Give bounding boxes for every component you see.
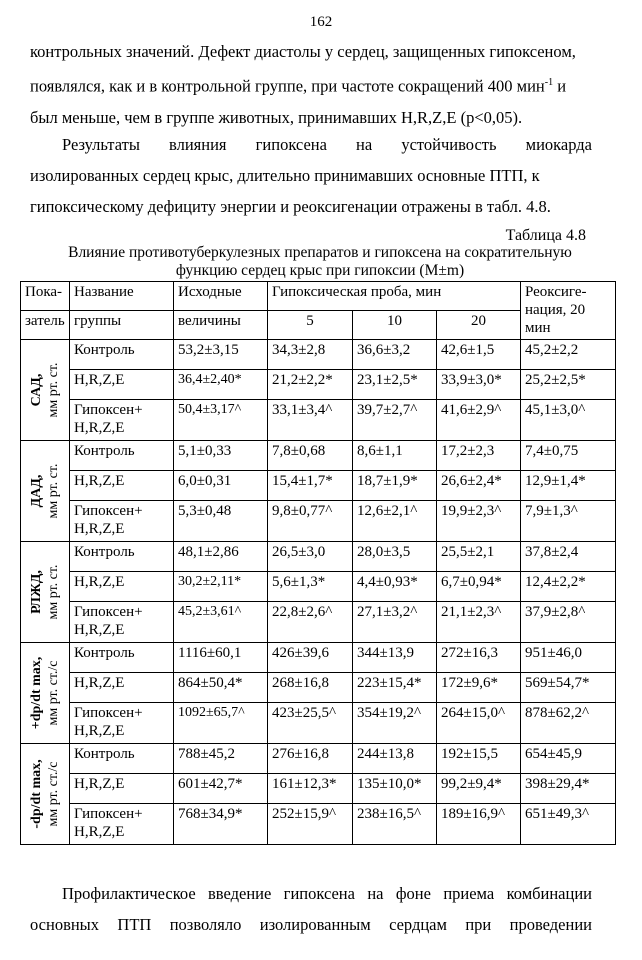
- group-name-cell: H,R,Z,E: [70, 572, 174, 602]
- value-cell: 22,8±2,6^: [268, 602, 353, 643]
- table-caption-line-2: функцию сердец крыс при гипоксии (M±m): [175, 262, 465, 279]
- value-cell: 42,6±1,5: [437, 340, 521, 370]
- indicator-unit: мм рт. ст./с: [46, 761, 61, 827]
- paragraph-1-line-1: контрольных значений. Дефект диастолы у сердец, защищенных гипоксеном,: [30, 42, 576, 61]
- value-cell: 192±15,5: [437, 744, 521, 774]
- value-cell: 12,9±1,4*: [521, 471, 616, 501]
- results-table: [20, 281, 616, 845]
- value-cell: 6,7±0,94*: [437, 572, 521, 602]
- paragraph-2: [30, 129, 592, 222]
- table-body: [21, 340, 616, 845]
- value-cell: 398±29,4*: [521, 774, 616, 804]
- paragraph-2-line-1: Результаты влияния гипоксена на устойчивость миокарда: [62, 135, 592, 154]
- value-cell: 33,9±3,0*: [437, 370, 521, 400]
- value-cell: 189±16,9^: [437, 804, 521, 845]
- superscript: -1: [544, 77, 554, 88]
- indicator-label: [28, 759, 62, 828]
- paragraph-3: [30, 878, 592, 940]
- paragraph-1-line-2: [30, 67, 592, 102]
- table-row: [21, 643, 616, 673]
- value-cell: 41,6±2,9^: [437, 400, 521, 441]
- table-label: Таблица 4.8: [505, 227, 586, 244]
- value-cell: 17,2±2,3: [437, 441, 521, 471]
- indicator-unit: мм рт. ст./с: [46, 660, 61, 726]
- value-cell: 7,8±0,68: [268, 441, 353, 471]
- table-row: [21, 804, 616, 845]
- table-row: [21, 572, 616, 602]
- value-cell: 6,0±0,31: [174, 471, 268, 501]
- value-cell: 7,9±1,3^: [521, 501, 616, 542]
- value-cell: 19,9±2,3^: [437, 501, 521, 542]
- group-name-cell: Гипоксен+ H,R,Z,E: [70, 804, 174, 845]
- header-initial-bottom: величины: [174, 311, 268, 340]
- table-row: [21, 703, 616, 744]
- table-row: [21, 501, 616, 542]
- header-group-top: Название: [70, 282, 174, 311]
- value-cell: 12,6±2,1^: [353, 501, 437, 542]
- value-cell: 39,7±2,7^: [353, 400, 437, 441]
- value-cell: 5,1±0,33: [174, 441, 268, 471]
- page-number: 162: [309, 14, 333, 30]
- value-cell: 30,2±2,11*: [174, 572, 268, 602]
- value-cell: 33,1±3,4^: [268, 400, 353, 441]
- indicator-cell: [21, 744, 70, 845]
- value-cell: 36,6±3,2: [353, 340, 437, 370]
- indicator-name: ДАД,: [29, 474, 44, 508]
- indicator-cell: [21, 542, 70, 643]
- value-cell: 37,9±2,8^: [521, 602, 616, 643]
- value-cell: 45,2±3,61^: [174, 602, 268, 643]
- value-cell: 4,4±0,93*: [353, 572, 437, 602]
- indicator-name: -dp/dt max,: [29, 759, 44, 829]
- value-cell: 161±12,3*: [268, 774, 353, 804]
- header-indicator-bottom: затель: [21, 311, 70, 340]
- value-cell: 223±15,4*: [353, 673, 437, 703]
- table-row: [21, 744, 616, 774]
- value-cell: 172±9,6*: [437, 673, 521, 703]
- table-row: [21, 673, 616, 703]
- table-row: [21, 602, 616, 643]
- header-group-bottom: группы: [70, 311, 174, 340]
- table-row: [21, 340, 616, 370]
- indicator-cell: [21, 441, 70, 542]
- group-name-cell: Гипоксен+ H,R,Z,E: [70, 400, 174, 441]
- value-cell: 354±19,2^: [353, 703, 437, 744]
- indicator-cell: [21, 340, 70, 441]
- value-cell: 28,0±3,5: [353, 542, 437, 572]
- value-cell: 45,2±2,2: [521, 340, 616, 370]
- indicator-name: САД,: [29, 373, 44, 407]
- table-row: [21, 471, 616, 501]
- value-cell: 878±62,2^: [521, 703, 616, 744]
- value-cell: 50,4±3,17^: [174, 400, 268, 441]
- value-cell: 9,8±0,77^: [268, 501, 353, 542]
- indicator-label: [28, 363, 62, 418]
- header-10-min: 10: [353, 311, 437, 340]
- group-name-cell: H,R,Z,E: [70, 774, 174, 804]
- header-reoxygenation: Реоксиге-нация, 20 мин: [521, 282, 616, 340]
- group-name-cell: Контроль: [70, 744, 174, 774]
- value-cell: 276±16,8: [268, 744, 353, 774]
- value-cell: 99,2±9,4*: [437, 774, 521, 804]
- value-cell: 601±42,7*: [174, 774, 268, 804]
- value-cell: 768±34,9*: [174, 804, 268, 845]
- value-cell: 45,1±3,0^: [521, 400, 616, 441]
- group-name-cell: Контроль: [70, 542, 174, 572]
- value-cell: 426±39,6: [268, 643, 353, 673]
- indicator-label: [28, 565, 62, 620]
- value-cell: 423±25,5^: [268, 703, 353, 744]
- value-cell: 272±16,3: [437, 643, 521, 673]
- table-row: [21, 441, 616, 471]
- group-name-cell: Контроль: [70, 441, 174, 471]
- value-cell: 53,2±3,15: [174, 340, 268, 370]
- value-cell: 244±13,8: [353, 744, 437, 774]
- group-name-cell: H,R,Z,E: [70, 471, 174, 501]
- header-20-min: 20: [437, 311, 521, 340]
- indicator-name: +dp/dt max,: [29, 656, 44, 730]
- group-name-cell: H,R,Z,E: [70, 370, 174, 400]
- header-initial-top: Исходные: [174, 282, 268, 311]
- header-row-1: [21, 282, 616, 311]
- paragraph-3-line-2: основных ПТП позволяло изолированным сердцам при проведении: [30, 915, 592, 934]
- value-cell: 26,5±3,0: [268, 542, 353, 572]
- indicator-label: [28, 464, 62, 519]
- indicator-cell: [21, 643, 70, 744]
- value-cell: 23,1±2,5*: [353, 370, 437, 400]
- table-caption-line-1: Влияние противотуберкулезных препаратов и гипоксена на сократительную: [68, 244, 572, 261]
- group-name-cell: Гипоксен+ H,R,Z,E: [70, 602, 174, 643]
- table-row: [21, 774, 616, 804]
- value-cell: 951±46,0: [521, 643, 616, 673]
- value-cell: 651±49,3^: [521, 804, 616, 845]
- group-name-cell: Контроль: [70, 340, 174, 370]
- group-name-cell: H,R,Z,E: [70, 673, 174, 703]
- table-caption: [20, 244, 620, 280]
- value-cell: 8,6±1,1: [353, 441, 437, 471]
- group-name-cell: Контроль: [70, 643, 174, 673]
- value-cell: 252±15,9^: [268, 804, 353, 845]
- table-row: [21, 370, 616, 400]
- value-cell: 864±50,4*: [174, 673, 268, 703]
- paragraph-1: [30, 36, 592, 133]
- paragraph-3-line-1: Профилактическое введение гипоксена на фоне приема комбинации: [62, 884, 592, 903]
- value-cell: 7,4±0,75: [521, 441, 616, 471]
- header-5-min: 5: [268, 311, 353, 340]
- group-name-cell: Гипоксен+ H,R,Z,E: [70, 703, 174, 744]
- value-cell: 268±16,8: [268, 673, 353, 703]
- indicator-unit: мм рт. ст.: [46, 463, 61, 519]
- group-name-cell: Гипоксен+ H,R,Z,E: [70, 501, 174, 542]
- paragraph-2-line-2: изолированных сердец крыс, длительно принимавших основные ПТП, к: [30, 166, 540, 185]
- indicator-label: [28, 657, 62, 730]
- indicator-unit: мм рт. ст.: [46, 564, 61, 620]
- value-cell: 5,3±0,48: [174, 501, 268, 542]
- value-cell: 569±54,7*: [521, 673, 616, 703]
- value-cell: 27,1±3,2^: [353, 602, 437, 643]
- indicator-unit: мм рт. ст.: [46, 362, 61, 418]
- value-cell: 654±45,9: [521, 744, 616, 774]
- indicator-name: РЛЖД,: [29, 570, 44, 614]
- header-hypoxia: Гипоксическая проба, мин: [268, 282, 521, 311]
- table-row: [21, 400, 616, 441]
- paragraph-1-line-2-tail: и: [553, 76, 567, 96]
- value-cell: 15,4±1,7*: [268, 471, 353, 501]
- value-cell: 26,6±2,4*: [437, 471, 521, 501]
- value-cell: 238±16,5^: [353, 804, 437, 845]
- value-cell: 36,4±2,40*: [174, 370, 268, 400]
- value-cell: 48,1±2,86: [174, 542, 268, 572]
- value-cell: 25,2±2,5*: [521, 370, 616, 400]
- value-cell: 264±15,0^: [437, 703, 521, 744]
- value-cell: 18,7±1,9*: [353, 471, 437, 501]
- paragraph-2-line-3: гипоксическому дефициту энергии и реоксигенации отражены в табл. 4.8.: [30, 197, 551, 216]
- value-cell: 12,4±2,2*: [521, 572, 616, 602]
- value-cell: 34,3±2,8: [268, 340, 353, 370]
- value-cell: 344±13,9: [353, 643, 437, 673]
- paragraph-1-line-3: был меньше, чем в группе животных, принимавших H,R,Z,E (p<0,05).: [30, 107, 523, 127]
- paragraph-1-line-2-text: появлялся, как и в контрольной группе, при частоте сокращений 400 мин: [30, 76, 545, 96]
- header-indicator-top: Пока-: [21, 282, 70, 311]
- value-cell: 37,8±2,4: [521, 542, 616, 572]
- value-cell: 1092±65,7^: [174, 703, 268, 744]
- table-row: [21, 542, 616, 572]
- value-cell: 5,6±1,3*: [268, 572, 353, 602]
- value-cell: 21,2±2,2*: [268, 370, 353, 400]
- value-cell: 1116±60,1: [174, 643, 268, 673]
- value-cell: 25,5±2,1: [437, 542, 521, 572]
- value-cell: 21,1±2,3^: [437, 602, 521, 643]
- value-cell: 135±10,0*: [353, 774, 437, 804]
- value-cell: 788±45,2: [174, 744, 268, 774]
